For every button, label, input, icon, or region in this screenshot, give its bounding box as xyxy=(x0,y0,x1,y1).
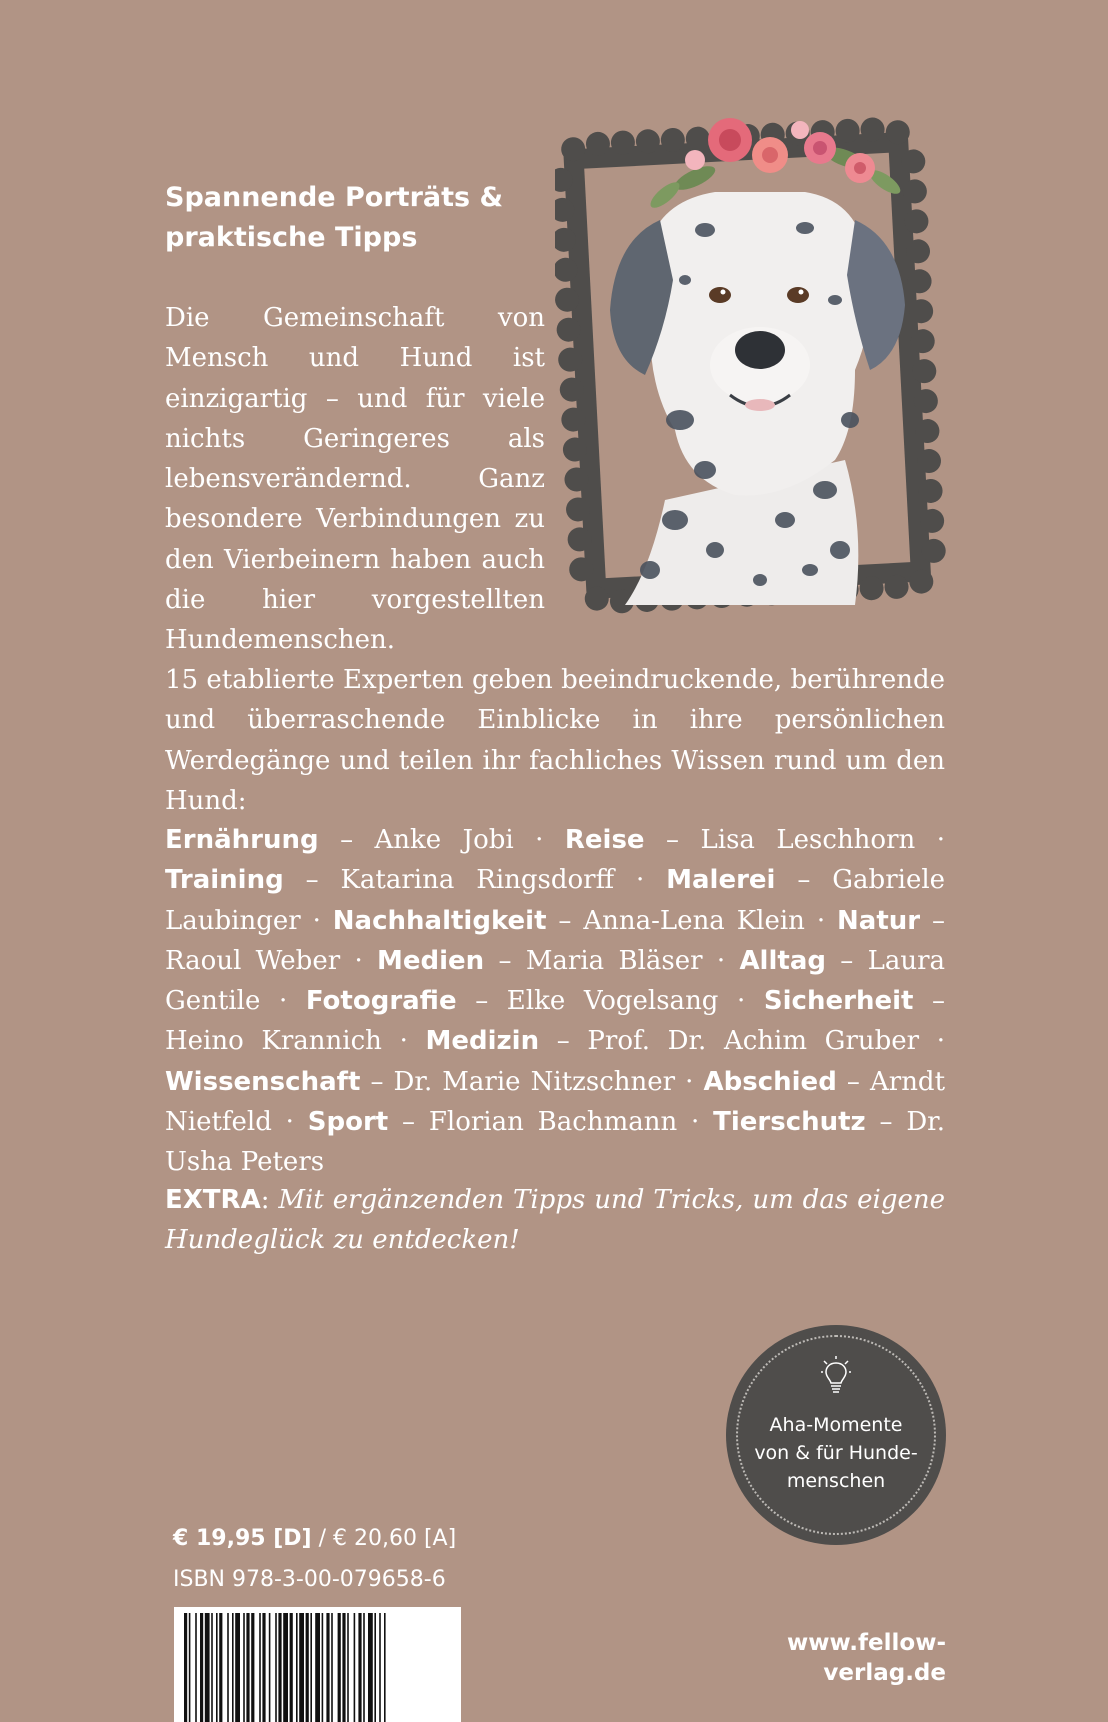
barcode-bar xyxy=(347,1613,349,1722)
barcode-bar xyxy=(189,1613,191,1722)
topic-label: Medien xyxy=(377,945,485,976)
topic-label: Medizin xyxy=(425,1026,540,1057)
barcode-bar xyxy=(310,1613,312,1722)
intro-paragraph: Die Gemeinschaft von Mensch und Hund ist einzigartig – und für viele nichts Geringeres als lebensverändernd. Ganz besondere Verbindungen zu den Vierbeinern haben auch die hier vorgestellten Hundemenschen. xyxy=(165,303,545,656)
barcode-bar xyxy=(331,1613,333,1722)
barcode-bar xyxy=(259,1613,261,1722)
topic-label: Natur xyxy=(837,905,921,936)
topic-person: Gabriele Laubinger xyxy=(165,865,946,936)
headline xyxy=(165,178,585,258)
barcode-bar xyxy=(363,1613,365,1722)
topic-person: Laura Gentile xyxy=(165,945,946,1017)
barcode xyxy=(174,1607,461,1722)
topic-label: Reise xyxy=(564,825,645,855)
topic-person: Dr. Marie Nitzschner xyxy=(393,1066,676,1097)
badge-text xyxy=(726,1411,946,1495)
topic-person: Arndt Nietfeld xyxy=(165,1066,946,1138)
headline-line-1: Spannende Porträts & xyxy=(165,182,504,213)
topic-person: Lisa Leschhorn xyxy=(700,825,916,855)
topic-label: Training xyxy=(165,865,284,896)
barcode-bar xyxy=(326,1613,329,1722)
barcode-bar xyxy=(195,1613,197,1722)
barcode-bar xyxy=(384,1613,386,1722)
barcode-bar xyxy=(315,1613,320,1722)
price-germany: € 19,95 [D] xyxy=(173,1526,312,1551)
barcode-bar xyxy=(246,1613,249,1722)
barcode-bar xyxy=(306,1613,309,1722)
barcode-bar xyxy=(275,1613,277,1722)
lightbulb-icon xyxy=(820,1355,852,1399)
barcode-bar xyxy=(211,1613,213,1722)
barcode-bar xyxy=(235,1613,240,1722)
price xyxy=(173,1525,456,1553)
topic-label: Sport xyxy=(307,1107,389,1138)
barcode-bar xyxy=(251,1613,254,1722)
topic-label: Alltag xyxy=(739,945,826,976)
headline-line-2: praktische Tipps xyxy=(165,222,418,253)
topic-label: Sicherheit xyxy=(763,986,914,1017)
topic-person: Dr. Usha Peters xyxy=(165,1107,945,1178)
barcode-bar xyxy=(368,1613,373,1722)
dalmatian-portrait-illustration xyxy=(555,100,955,630)
topic-person: Katarina Ringsdorff xyxy=(340,865,615,896)
barcode-bar xyxy=(227,1613,229,1722)
barcode-bar xyxy=(262,1613,265,1722)
isbn: ISBN 978-3-00-079658-6 xyxy=(173,1567,446,1592)
barcode-bar xyxy=(243,1613,245,1722)
topics-list: Ernährung – Anke Jobi · Reise – Lisa Leschhorn · Training – Katarina Ringsdorff · Malerei – Gabriele Laubinger · Nachhaltigkeit – Anna-Lena Klein · Natur – Raoul Weber · Medien – Maria Bläser · Alltag – Laura Gentile · Fotografie – Elke Vogelsang · Sicherheit – Heino Krannich · Medizin – Prof. Dr. Achim Gruber · Wissenschaft – Dr. Marie Nitzschner · Abschied – Arndt Nietfeld · Sport – Florian Bachmann · Tierschutz – Dr. Usha Peters xyxy=(165,825,946,1178)
extra-paragraph: EXTRA: Mit ergänzenden Tipps und Tricks, um das eigene Hundeglück zu entdecken! xyxy=(165,1185,945,1256)
extra-label: EXTRA xyxy=(165,1185,261,1215)
topic-person: Maria Bläser xyxy=(525,945,703,976)
barcode-bar xyxy=(232,1613,234,1722)
barcode-bar xyxy=(374,1613,376,1722)
barcode-bar xyxy=(200,1613,203,1722)
barcode-bar xyxy=(278,1613,281,1722)
barcode-bar xyxy=(219,1613,222,1722)
topic-person: Florian Bachmann xyxy=(428,1107,678,1138)
barcode-bar xyxy=(358,1613,361,1722)
topic-person: Elke Vogelsang xyxy=(506,986,719,1017)
barcode-bar xyxy=(296,1613,298,1722)
badge-line-3: menschen xyxy=(786,1470,886,1492)
topic-label: Wissenschaft xyxy=(165,1066,361,1097)
barcode-bar xyxy=(354,1613,356,1722)
barcode-bar xyxy=(379,1613,381,1722)
topic-label: Tierschutz xyxy=(713,1107,866,1138)
barcode-bar xyxy=(299,1613,304,1722)
topic-person: Prof. Dr. Achim Gruber xyxy=(587,1026,920,1057)
barcode-bar xyxy=(322,1613,324,1722)
experts-paragraph: 15 etablierte Experten geben beeindruckende, berührende und überraschende Einblicke in ihre persönlichen Werdegänge und teilen ihr fachliches Wissen rund um den Hund: xyxy=(165,665,945,816)
badge-line-2: von & für Hunde- xyxy=(754,1442,918,1464)
badge-line-1: Aha-Momente xyxy=(769,1414,903,1436)
topic-label: Abschied xyxy=(703,1066,837,1097)
barcode-bar xyxy=(205,1613,210,1722)
price-austria: / € 20,60 [A] xyxy=(318,1526,457,1551)
topic-person: Anke Jobi xyxy=(374,825,514,855)
topic-person: Heino Krannich xyxy=(165,1026,382,1057)
barcode-bar xyxy=(338,1613,341,1722)
barcode-bar xyxy=(184,1613,187,1722)
barcode-bar xyxy=(269,1613,271,1722)
barcode-bar xyxy=(290,1613,293,1722)
barcode-bar xyxy=(216,1613,218,1722)
barcode-bar xyxy=(283,1613,288,1722)
topic-person: Anna-Lena Klein xyxy=(583,905,805,936)
aha-momente-badge xyxy=(726,1325,946,1545)
publisher-website: www.fellow-verlag.de xyxy=(787,1630,946,1686)
topic-label: Ernährung xyxy=(165,825,319,855)
barcode-bar xyxy=(342,1613,345,1722)
extra-text: Mit ergänzenden Tipps und Tricks, um das eigene Hundeglück zu entdecken! xyxy=(165,1185,945,1256)
topic-label: Malerei xyxy=(666,865,776,896)
topic-label: Nachhaltigkeit xyxy=(332,905,547,936)
topic-person: Raoul Weber xyxy=(165,945,341,976)
topic-label: Fotografie xyxy=(305,986,457,1017)
